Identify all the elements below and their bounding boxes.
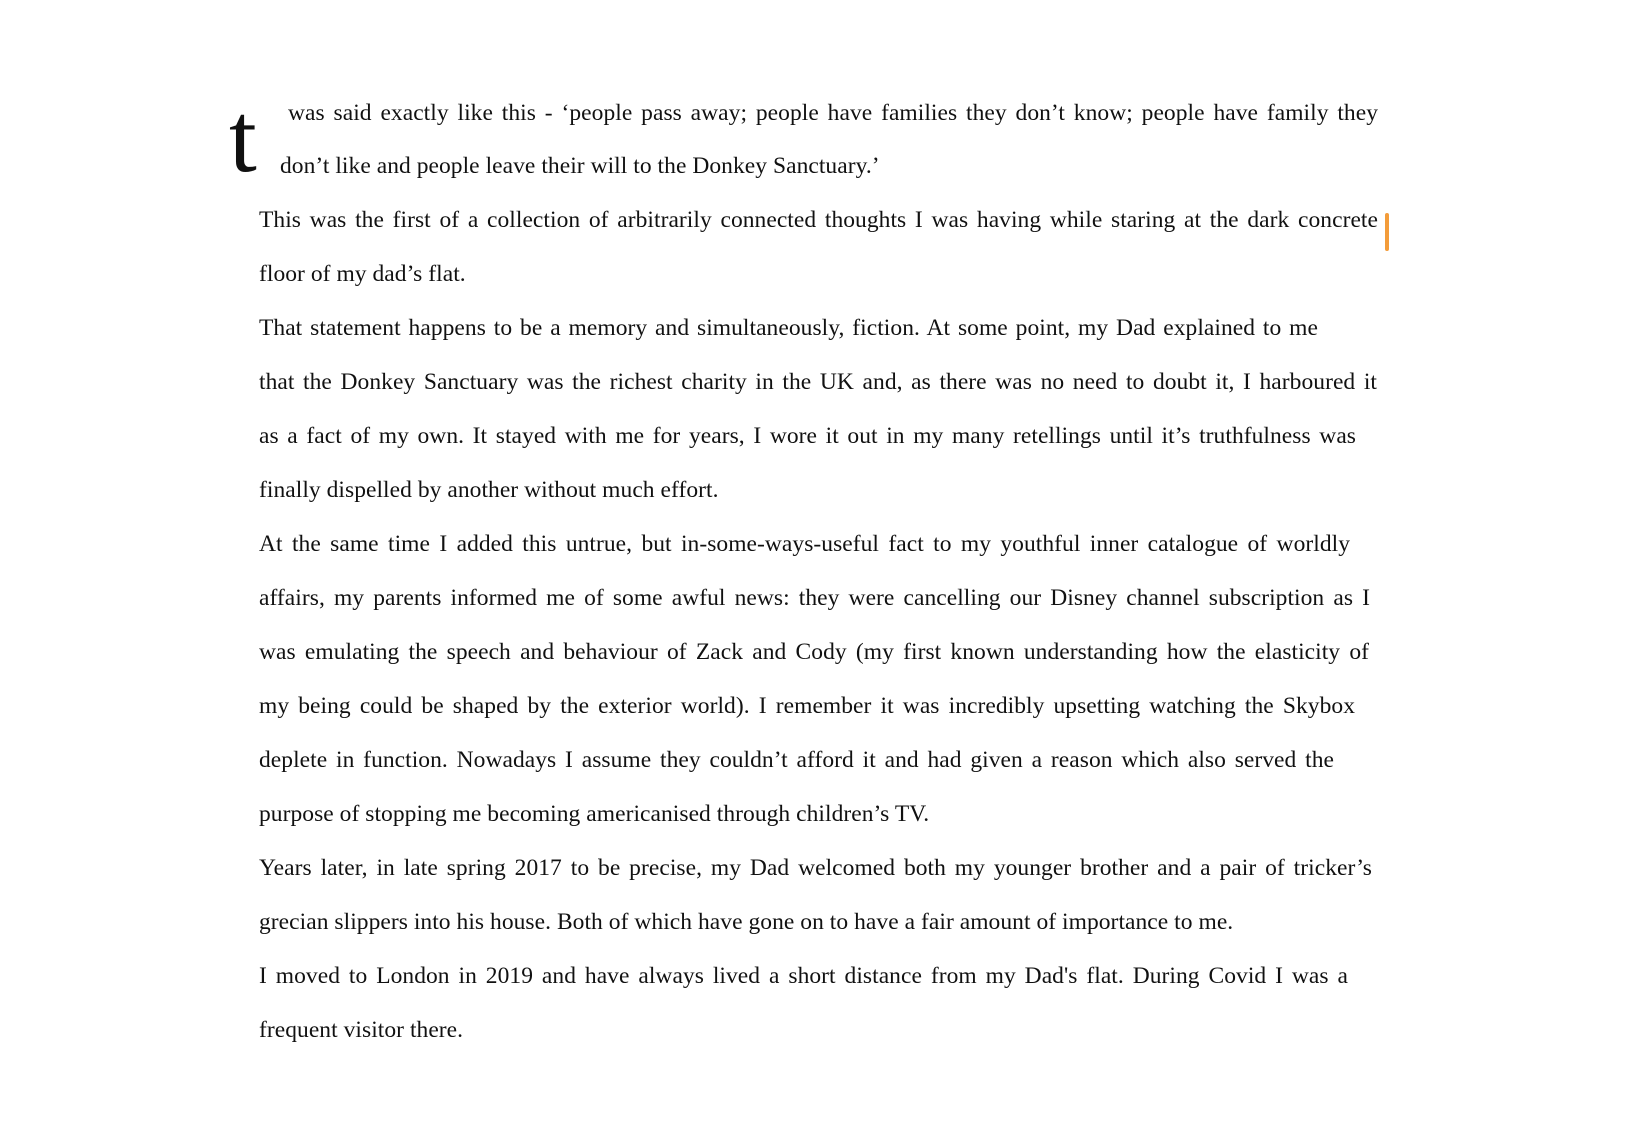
text-line: purpose of stopping me becoming americanised through children’s TV.: [259, 801, 930, 827]
text-line: don’t like and people leave their will to the Donkey Sanctuary.’: [280, 153, 880, 179]
text-line: was emulating the speech and behaviour of Zack and Cody (my first known understanding how the elasticity of: [259, 639, 1369, 665]
drop-cap: t: [229, 82, 257, 193]
text-line: Years later, in late spring 2017 to be precise, my Dad welcomed both my younger brother and a pair of tricker’s: [259, 855, 1372, 881]
text-line: finally dispelled by another without much effort.: [259, 477, 719, 503]
text-line: deplete in function. Nowadays I assume they couldn’t afford it and had given a reason which also served the: [259, 747, 1334, 773]
text-line: affairs, my parents informed me of some awful news: they were cancelling our Disney channel subscription as I: [259, 585, 1370, 611]
text-line: that the Donkey Sanctuary was the richest charity in the UK and, as there was no need to doubt it, I harboured it: [259, 369, 1377, 395]
text-line: I moved to London in 2019 and have always lived a short distance from my Dad's flat. During Covid I was a: [259, 963, 1348, 989]
text-line: floor of my dad’s flat.: [259, 261, 466, 287]
text-line: was said exactly like this - ‘people pass away; people have families they don’t know; people have family they: [288, 100, 1378, 126]
text-line: grecian slippers into his house. Both of which have gone on to have a fair amount of importance to me.: [259, 909, 1234, 935]
text-line: as a fact of my own. It stayed with me for years, I wore it out in my many retellings until it’s truthfulness was: [259, 423, 1356, 449]
text-line: my being could be shaped by the exterior world). I remember it was incredibly upsetting watching the Skybox: [259, 693, 1355, 719]
text-line: This was the first of a collection of arbitrarily connected thoughts I was having while staring at the dark concrete: [259, 207, 1378, 233]
text-line: frequent visitor there.: [259, 1017, 464, 1043]
text-line: At the same time I added this untrue, but in-some-ways-useful fact to my youthful inner catalogue of worldly: [259, 531, 1350, 557]
text-line: That statement happens to be a memory and simultaneously, fiction. At some point, my Dad explained to me: [259, 315, 1318, 341]
text-cursor: [1385, 213, 1389, 251]
